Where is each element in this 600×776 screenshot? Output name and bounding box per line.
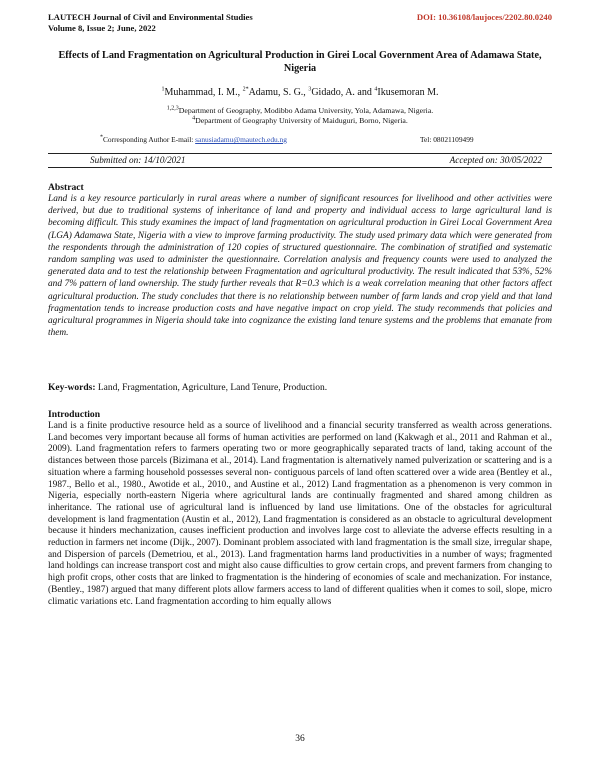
paper-title: Effects of Land Fragmentation on Agricultural Production in Girei Local Government Area of Adamawa State, Nigeria (58, 50, 542, 74)
doi-label[interactable]: DOI: 10.36108/laujoces/2202.80.0240 (416, 12, 552, 22)
affiliation-2 (48, 116, 552, 126)
affiliation-2-text: Department of Geography University of Maiduguri, Borno, Nigeria. (195, 116, 408, 125)
author-4-sup: 4 (374, 86, 378, 93)
journal-header (48, 12, 253, 34)
corresponding-label: Corresponding Author E-mail: (103, 135, 196, 144)
introduction-text: Land is a finite productive resource held as a source of livelihood and a financial security transferred as wealth across generations. Land becomes very important because all forms of human activities are performed on land (Kakwagh et al., 2011 and Rahman et al., 2009). Land fragmentation refers to farmers operating two or more geographically separated tracts of land, taking account of the distances between those parcels (Bizimana et al., 2014). Land fragmentation is alternatively named pulverization or scattering and is a situation where a farming household possesses several non- contiguous parcels of land often scattered over a wide area (Bentley et al., 1987., Bello et al., 1980., Awotide et al., 2010., and Austine et al., 2012) Land fragmentation as a phenomenon is very common in Nigeria, especially north-eastern Nigeria where agricultural lands are continually fragmented and shared among children as inheritance. The rational use of agricultural land is influenced by land use limitations. One of the obstacles for agricultural development is land fragmentation (Austin et al., 2012), Land fragmentation is considered as an obstacle to agricultural development because it hinders mechanization, causes inefficient production and involves large cost to alleviate the adverse effects resulting in a reduction in farmers net income (Dijk., 2007). Dominant problem associated with land fragmentation is the small size, irregular shape, and Dispersion of parcels (Demetriou, et al., 2013). Land fragmentation harms land productivities in a number of ways; fragmented land holdings can increase transport cost and might also cause difficulties to grow certain crops, and prevent farmers from changing to high profit crops, other costs that are linked to fragmentation is the hindering of economies of scale and mechanization. For instance, (Bentley., 1987) argued that many different plots allow farmers access to land of different qualities when it comes to soil, slope, micro climatic variations etc. Land fragmentation according to him equally allows (48, 421, 552, 607)
author-2: Adamu, S. G., (248, 87, 309, 98)
affiliation-2-sup: 4 (192, 115, 196, 122)
page-number: 36 (295, 734, 305, 744)
corresponding-asterisk: * (100, 134, 103, 141)
telephone: Tel: 08021109499 (420, 135, 474, 144)
affiliation-1 (48, 106, 552, 116)
introduction-heading: Introduction (48, 409, 101, 420)
keywords (48, 382, 552, 394)
accepted-date: Accepted on: 30/05/2022 (449, 155, 542, 165)
email-link[interactable]: sanusiadamu@mautech.edu.ng (195, 135, 287, 144)
author-list (48, 86, 552, 99)
author-2-sup: 2* (242, 86, 249, 93)
author-3: Gidado, A. and (311, 87, 375, 98)
author-4: Ikusemoran M. (377, 87, 439, 98)
journal-volume: Volume 8, Issue 2; June, 2022 (48, 23, 156, 33)
abstract-text: Land is a key resource particularly in rural areas where a number of significant resources for livelihood and other activities were derived, but due to traditional systems of inheritance of land and property and individual access to large agricultural land is becoming difficult. This study examines the impact of land fragmentation on agricultural production in Girei Local Government Area (LGA) Adamawa State, Nigeria with a view to improve farming productivity. The study used primary data which were generated from the respondents through the administration of 120 copies of structured questionnaire. The combination of stratified and systematic random sampling was used to administer the questionnaire. Correlation analysis and frequency counts were used to analyzed the generated data and to test the relationship between Fragmentation and agricultural productivity. The result indicated that 53%, 52% and 7% pattern of land ownership. The study further reveals that R=0.3 which is a weak correlation meaning that other factors affect agricultural production. The study concludes that there is no relationship between number of farm lands and crop yield and that land fragmentation tends to increase production costs and have negative impact on crop yield. The study recommends that policies and agricultural programmes in Nigeria should take into cognizance the existing land tenure systems and the problems that emanate from them. (48, 194, 552, 339)
author-1-sup: 1 (161, 86, 165, 93)
journal-name: LAUTECH Journal of Civil and Environmental Studies (48, 12, 253, 22)
abstract-heading: Abstract (48, 182, 84, 193)
keywords-list: Land, Fragmentation, Agriculture, Land Tenure, Production. (95, 383, 328, 393)
keywords-label: Key-words: (48, 383, 96, 393)
dates-bar (48, 153, 552, 168)
author-3-sup: 3 (308, 86, 312, 93)
affiliation-1-text: Department of Geography, Modibbo Adama University, Yola, Adamawa, Nigeria. (178, 106, 434, 115)
affiliations (48, 106, 552, 126)
submitted-date: Submitted on: 14/10/2021 (90, 155, 186, 165)
corresponding-author (100, 135, 287, 145)
affiliation-1-sup: 1,2,3 (166, 105, 179, 112)
author-1: Muhammad, I. M., (164, 87, 243, 98)
